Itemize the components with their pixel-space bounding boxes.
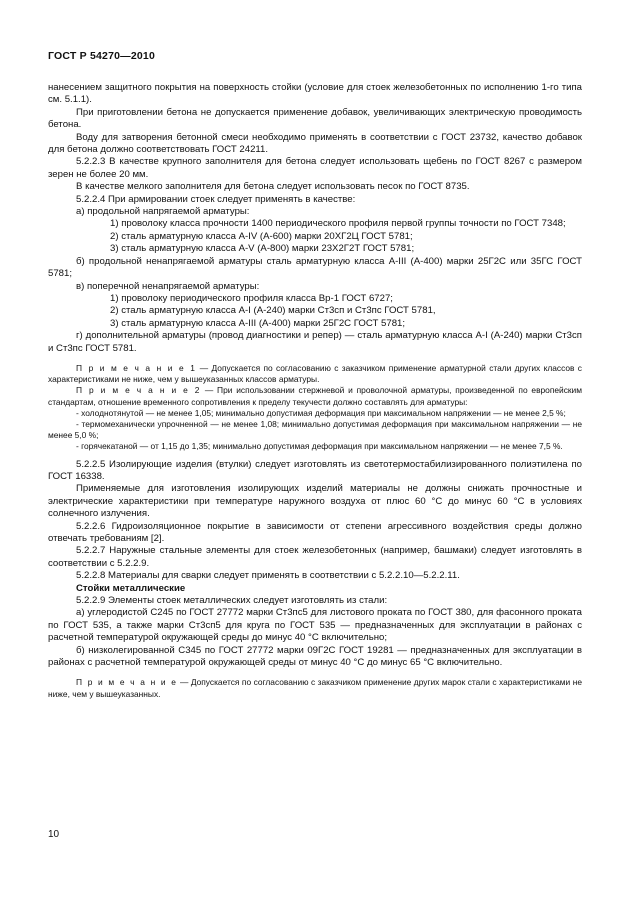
paragraph: При приготовлении бетона не допускается применение добавок, увеличивающих электрическую проводимость бетона. <box>48 106 582 131</box>
note-text: — Допускается по согласованию с заказчиком применение других марок стали с характеристиками не ниже, чем у вышеуказанных. <box>48 677 582 699</box>
paragraph: 5.2.2.7 Наружные стальные элементы для стоек железобетонных (например, башмаки) следует изготовлять в соответствии с 5.2.2.9. <box>48 545 582 569</box>
list-item: а) углеродистой С245 по ГОСТ 27772 марки Ст3пс5 для листового проката по ГОСТ 380, для фасонного проката по ГОСТ 535, а также марки Ст3сп5 для круга по ГОСТ 535 — предназначенных для эксплуатации в районах с расчетной температурой окружающей среды до минус 40 °С включительно; <box>48 607 582 644</box>
list-item: 2) сталь арматурную класса А-I (А-240) марки Ст3сп и Ст3пс ГОСТ 5781, <box>110 305 436 317</box>
note-2 <box>48 385 582 407</box>
note-3 <box>48 677 582 699</box>
list-item: 1) проволоку класса прочности 1400 периодического профиля первой группы точности по ГОСТ 7348; <box>110 218 566 230</box>
paragraph: 5.2.2.4 При армировании стоек следует применять в качестве: <box>76 193 356 205</box>
note-1 <box>48 363 582 385</box>
note-item: - горячекатаной — от 1,15 до 1,35; минимально допустимая деформация при максимальном напряжении — не менее 7,5 %. <box>76 441 563 452</box>
list-item: а) продольной напрягаемой арматуры: <box>76 206 250 218</box>
note-text: — Допускается по согласованию с заказчиком применение арматурной стали других классов с характеристиками не ниже, чем у вышеуказанных классов арматуры. <box>48 362 582 385</box>
document-page <box>48 0 582 913</box>
list-item: 3) сталь арматурную класса А-V (А-800) марки 23Х2Г2Т ГОСТ 5781; <box>110 243 415 255</box>
note-label: П р и м е ч а н и е 2 <box>76 385 202 396</box>
list-item: б) продольной ненапрягаемой арматуры сталь арматурную класса А-III (А-400) марки 25Г2С или 35ГС ГОСТ 5781; <box>48 255 582 280</box>
paragraph: 5.2.2.5 Изолирующие изделия (втулки) следует изготовлять из светотермостабилизированного полиэтилена по ГОСТ 16338. <box>48 458 582 482</box>
list-item: в) поперечной ненапрягаемой арматуры: <box>76 280 260 292</box>
paragraph: 5.2.2.3 В качестве крупного заполнителя для бетона следует использовать щебень по ГОСТ 8267 с размером зерен не более 20 мм. <box>48 156 582 180</box>
paragraph: 5.2.2.8 Материалы для сварки следует применять в соответствии с 5.2.2.10—5.2.2.11. <box>76 570 460 582</box>
document-body <box>48 82 582 700</box>
page-number: 10 <box>48 829 60 840</box>
paragraph: Воду для затворения бетонной смеси необходимо применять в соответствии с ГОСТ 23732, качество добавок для бетона должно соответствовать ГОСТ 24211. <box>48 131 582 156</box>
note-item: - холоднотянутой — не менее 1,05; минимально допустимая деформация при максимальном напряжении — не менее 2,5 %; <box>76 407 566 418</box>
note-label: П р и м е ч а н и е <box>76 677 178 688</box>
note-label: П р и м е ч а н и е 1 <box>76 362 197 373</box>
paragraph: 5.2.2.6 Гидроизоляционное покрытие в зависимости от степени агрессивного воздействия среды должно отвечать требованиям [2]. <box>48 520 582 544</box>
paragraph: нанесением защитного покрытия на поверхность стойки (условие для стоек железобетонных по исполнению 1-го типа см. 5.1.1). <box>48 82 582 106</box>
list-item: г) дополнительной арматуры (провод диагностики и репер) — сталь арматурную класса А-I (А-240) марки Ст3сп и Ст3пс ГОСТ 5781. <box>48 330 582 354</box>
list-item: б) низколегированной С345 по ГОСТ 27772 марки 09Г2С ГОСТ 19281 — предназначенных для эксплуатации в районах с расчетной температурой окружающей среды от минус 40 °С до минус 65 °С включительно. <box>48 644 582 669</box>
paragraph: 5.2.2.9 Элементы стоек металлических следует изготовлять из стали: <box>76 595 388 607</box>
section-heading: Стойки металлические <box>76 582 186 594</box>
paragraph: Применяемые для изготовления изолирующих изделий материалы не должны снижать прочностные и электрические характеристики при температуре наружного воздуха от плюс 60 °С до минус 60 °С в условиях солнечного излучения. <box>48 483 582 520</box>
list-item: 3) сталь арматурную класса А-III (А-400) марки 25Г2С ГОСТ 5781; <box>110 317 406 329</box>
paragraph: В качестве мелкого заполнителя для бетона следует использовать песок по ГОСТ 8735. <box>76 181 470 193</box>
note-item: - термомеханически упрочненной — не менее 1,08; минимально допустимая деформация при максимальном напряжении — не менее 5,0 %; <box>48 418 582 441</box>
document-header: ГОСТ Р 54270—2010 <box>48 50 156 62</box>
note-text: — При использовании стержневой и проволочной арматуры, произведенной по европейским стандартам, отношение временного сопротивления к пределу текучести должно составлять для арматуры: <box>48 385 582 407</box>
list-item: 1) проволоку периодического профиля класса Вр-1 ГОСТ 6727; <box>110 292 393 304</box>
list-item: 2) сталь арматурную класса А-IV (А-600) марки 20ХГ2Ц ГОСТ 5781; <box>110 230 413 242</box>
